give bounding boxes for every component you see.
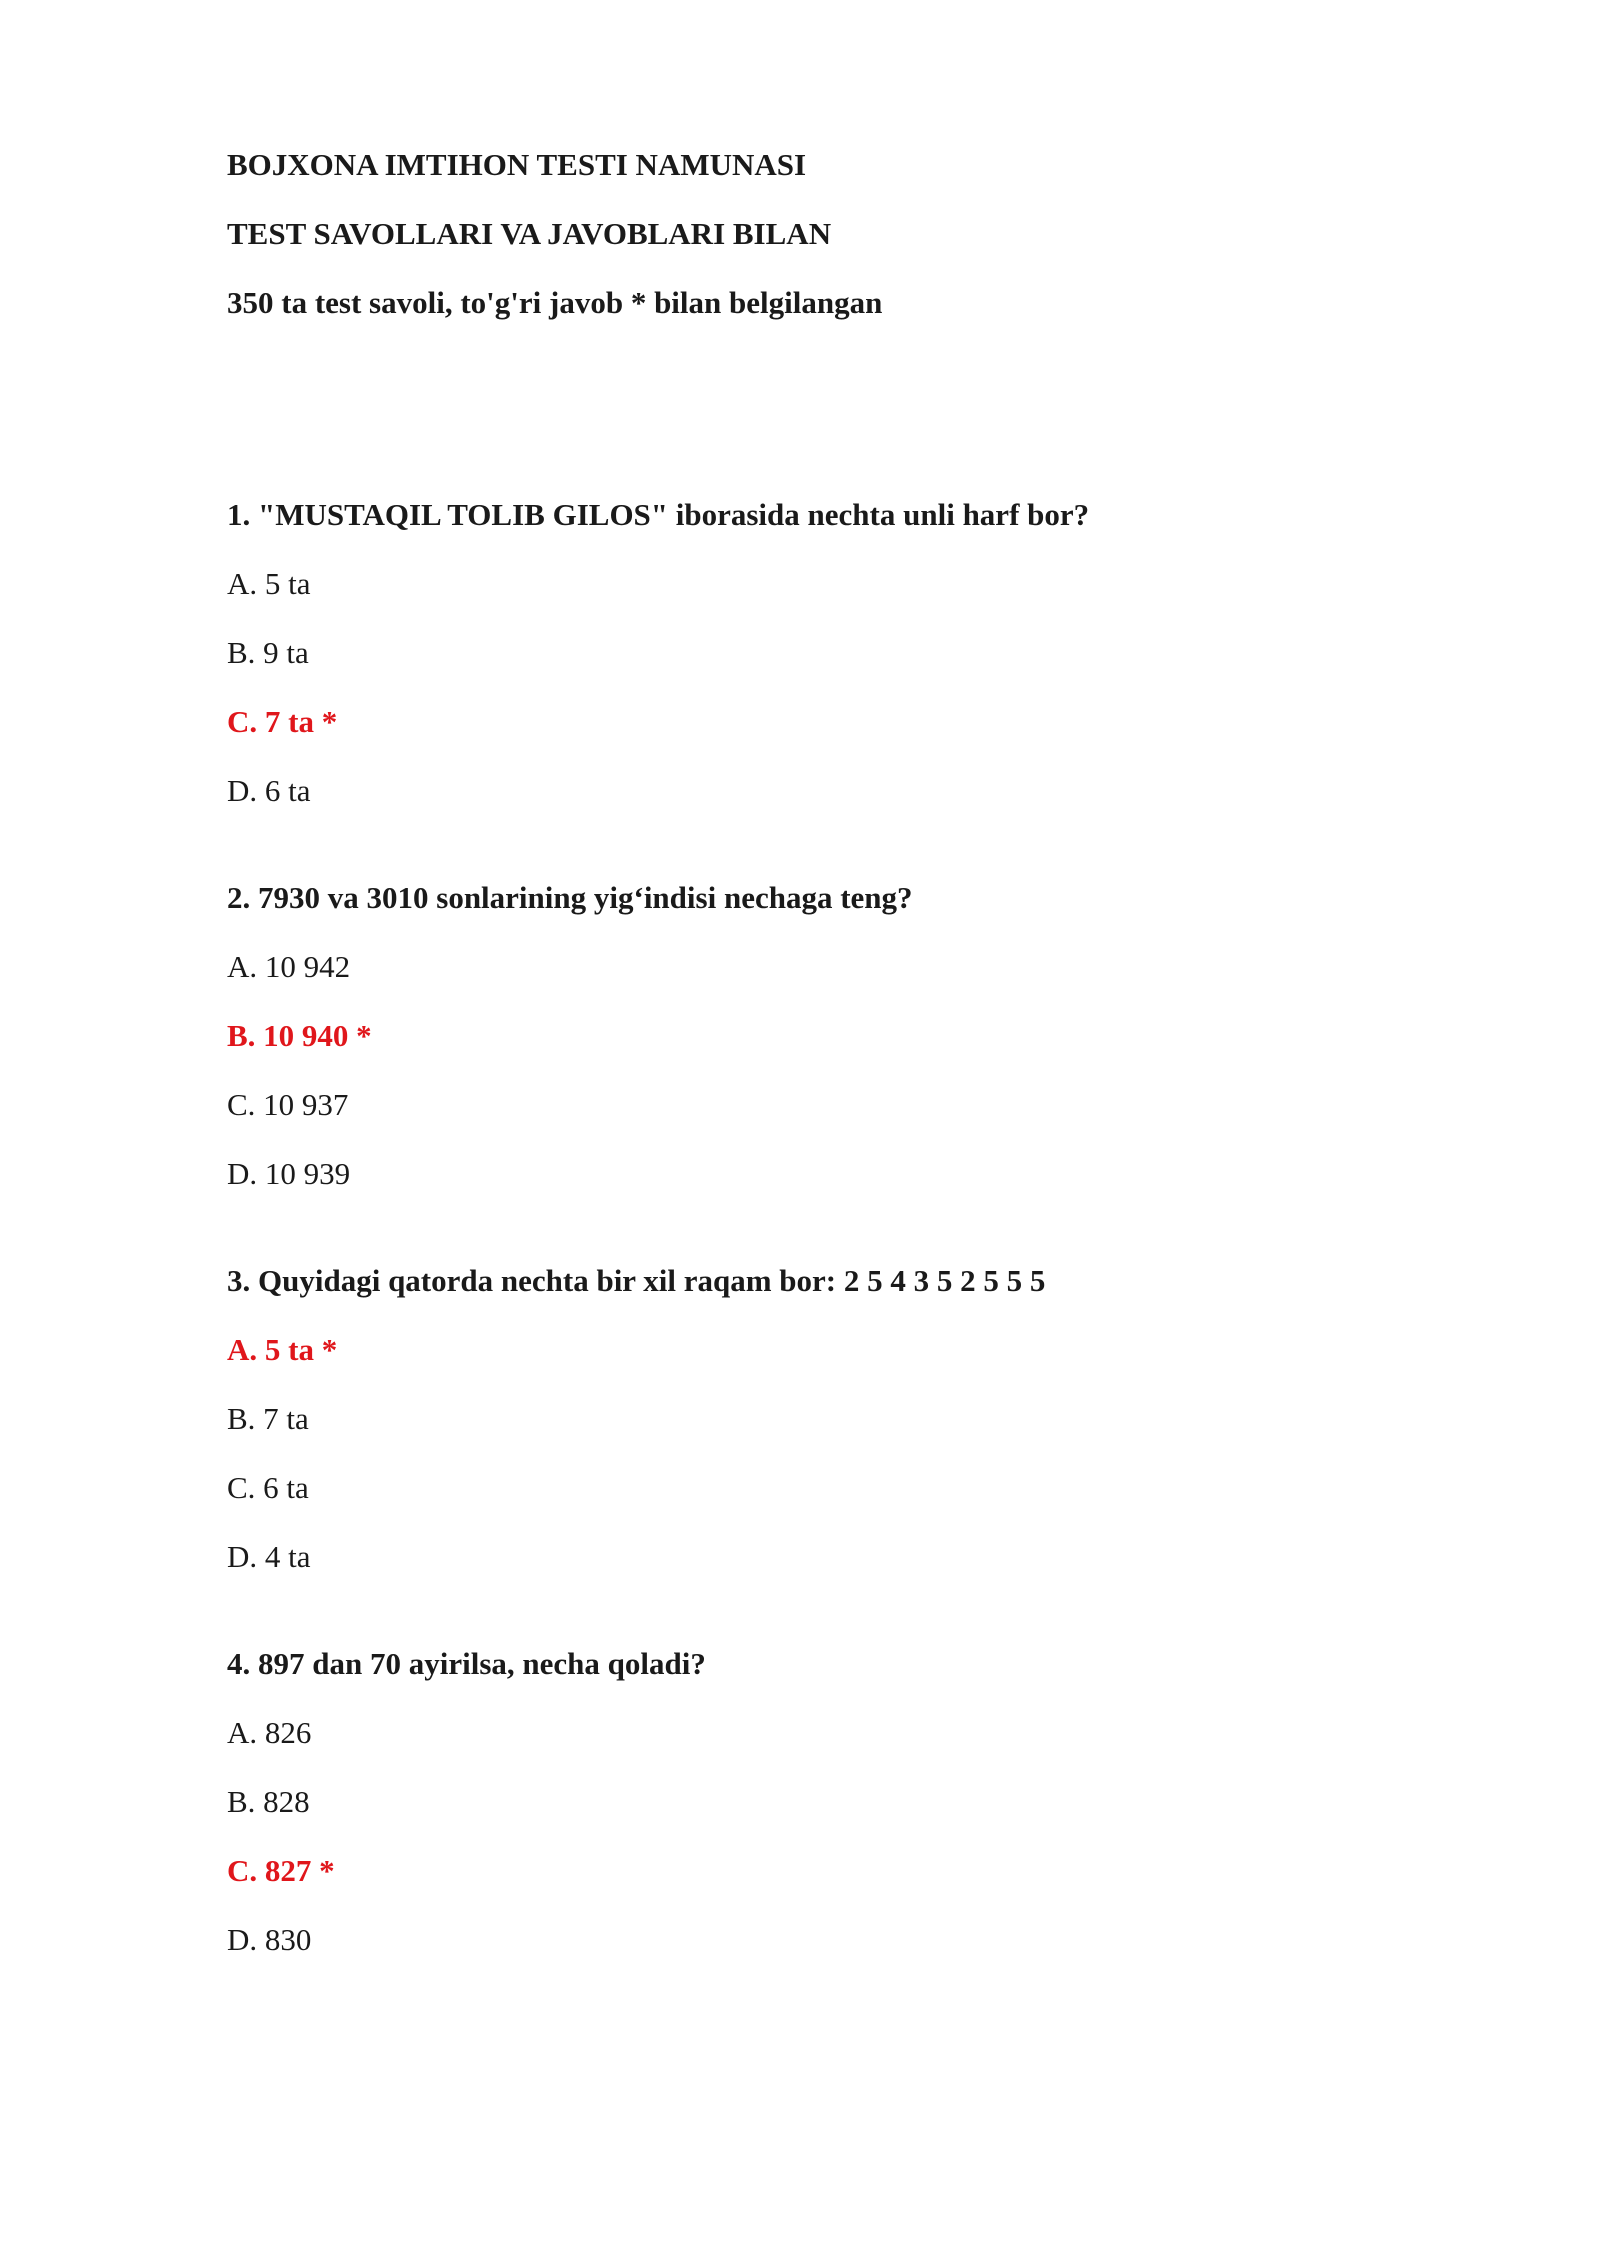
answer-option-d: D. 830 [227, 1922, 312, 1957]
answer-option-c: C. 10 937 [227, 1087, 349, 1122]
answer-option-b: B. 9 ta [227, 635, 309, 670]
question-2 [227, 879, 1487, 1193]
document-subtitle: TEST SAVOLLARI VA JAVOBLARI BILAN [227, 216, 832, 251]
answer-option-a: A. 5 ta * [227, 1332, 338, 1367]
question-text: 3. Quyidagi qatorda nechta bir xil raqam bor: 2 5 4 3 5 2 5 5 5 [227, 1263, 1046, 1298]
answer-option-b: B. 10 940 * [227, 1018, 372, 1053]
answer-option-c: C. 7 ta * [227, 704, 338, 739]
answer-option-c: C. 6 ta [227, 1470, 309, 1505]
question-list [227, 496, 1487, 1959]
question-text: 2. 7930 va 3010 sonlarining yig‘indisi nechaga teng? [227, 880, 913, 915]
answer-option-c: C. 827 * [227, 1853, 335, 1888]
answer-option-a: A. 10 942 [227, 949, 351, 984]
answer-option-d: D. 6 ta [227, 773, 311, 808]
question-3 [227, 1262, 1487, 1576]
document-title: BOJXONA IMTIHON TESTI NAMUNASI [227, 147, 807, 182]
document-content [227, 146, 1487, 1959]
document-note: 350 ta test savoli, to'g'ri javob * bilan belgilangan [227, 285, 883, 320]
answer-option-b: B. 828 [227, 1784, 310, 1819]
question-4 [227, 1645, 1487, 1959]
answer-option-d: D. 4 ta [227, 1539, 311, 1574]
answer-option-d: D. 10 939 [227, 1156, 351, 1191]
question-1 [227, 496, 1487, 810]
question-text: 4. 897 dan 70 ayirilsa, necha qoladi? [227, 1646, 706, 1681]
answer-option-a: A. 5 ta [227, 566, 311, 601]
answer-option-b: B. 7 ta [227, 1401, 309, 1436]
document-header [227, 146, 1487, 322]
question-text: 1. "MUSTAQIL TOLIB GILOS" iborasida nechta unli harf bor? [227, 497, 1090, 532]
answer-option-a: A. 826 [227, 1715, 312, 1750]
